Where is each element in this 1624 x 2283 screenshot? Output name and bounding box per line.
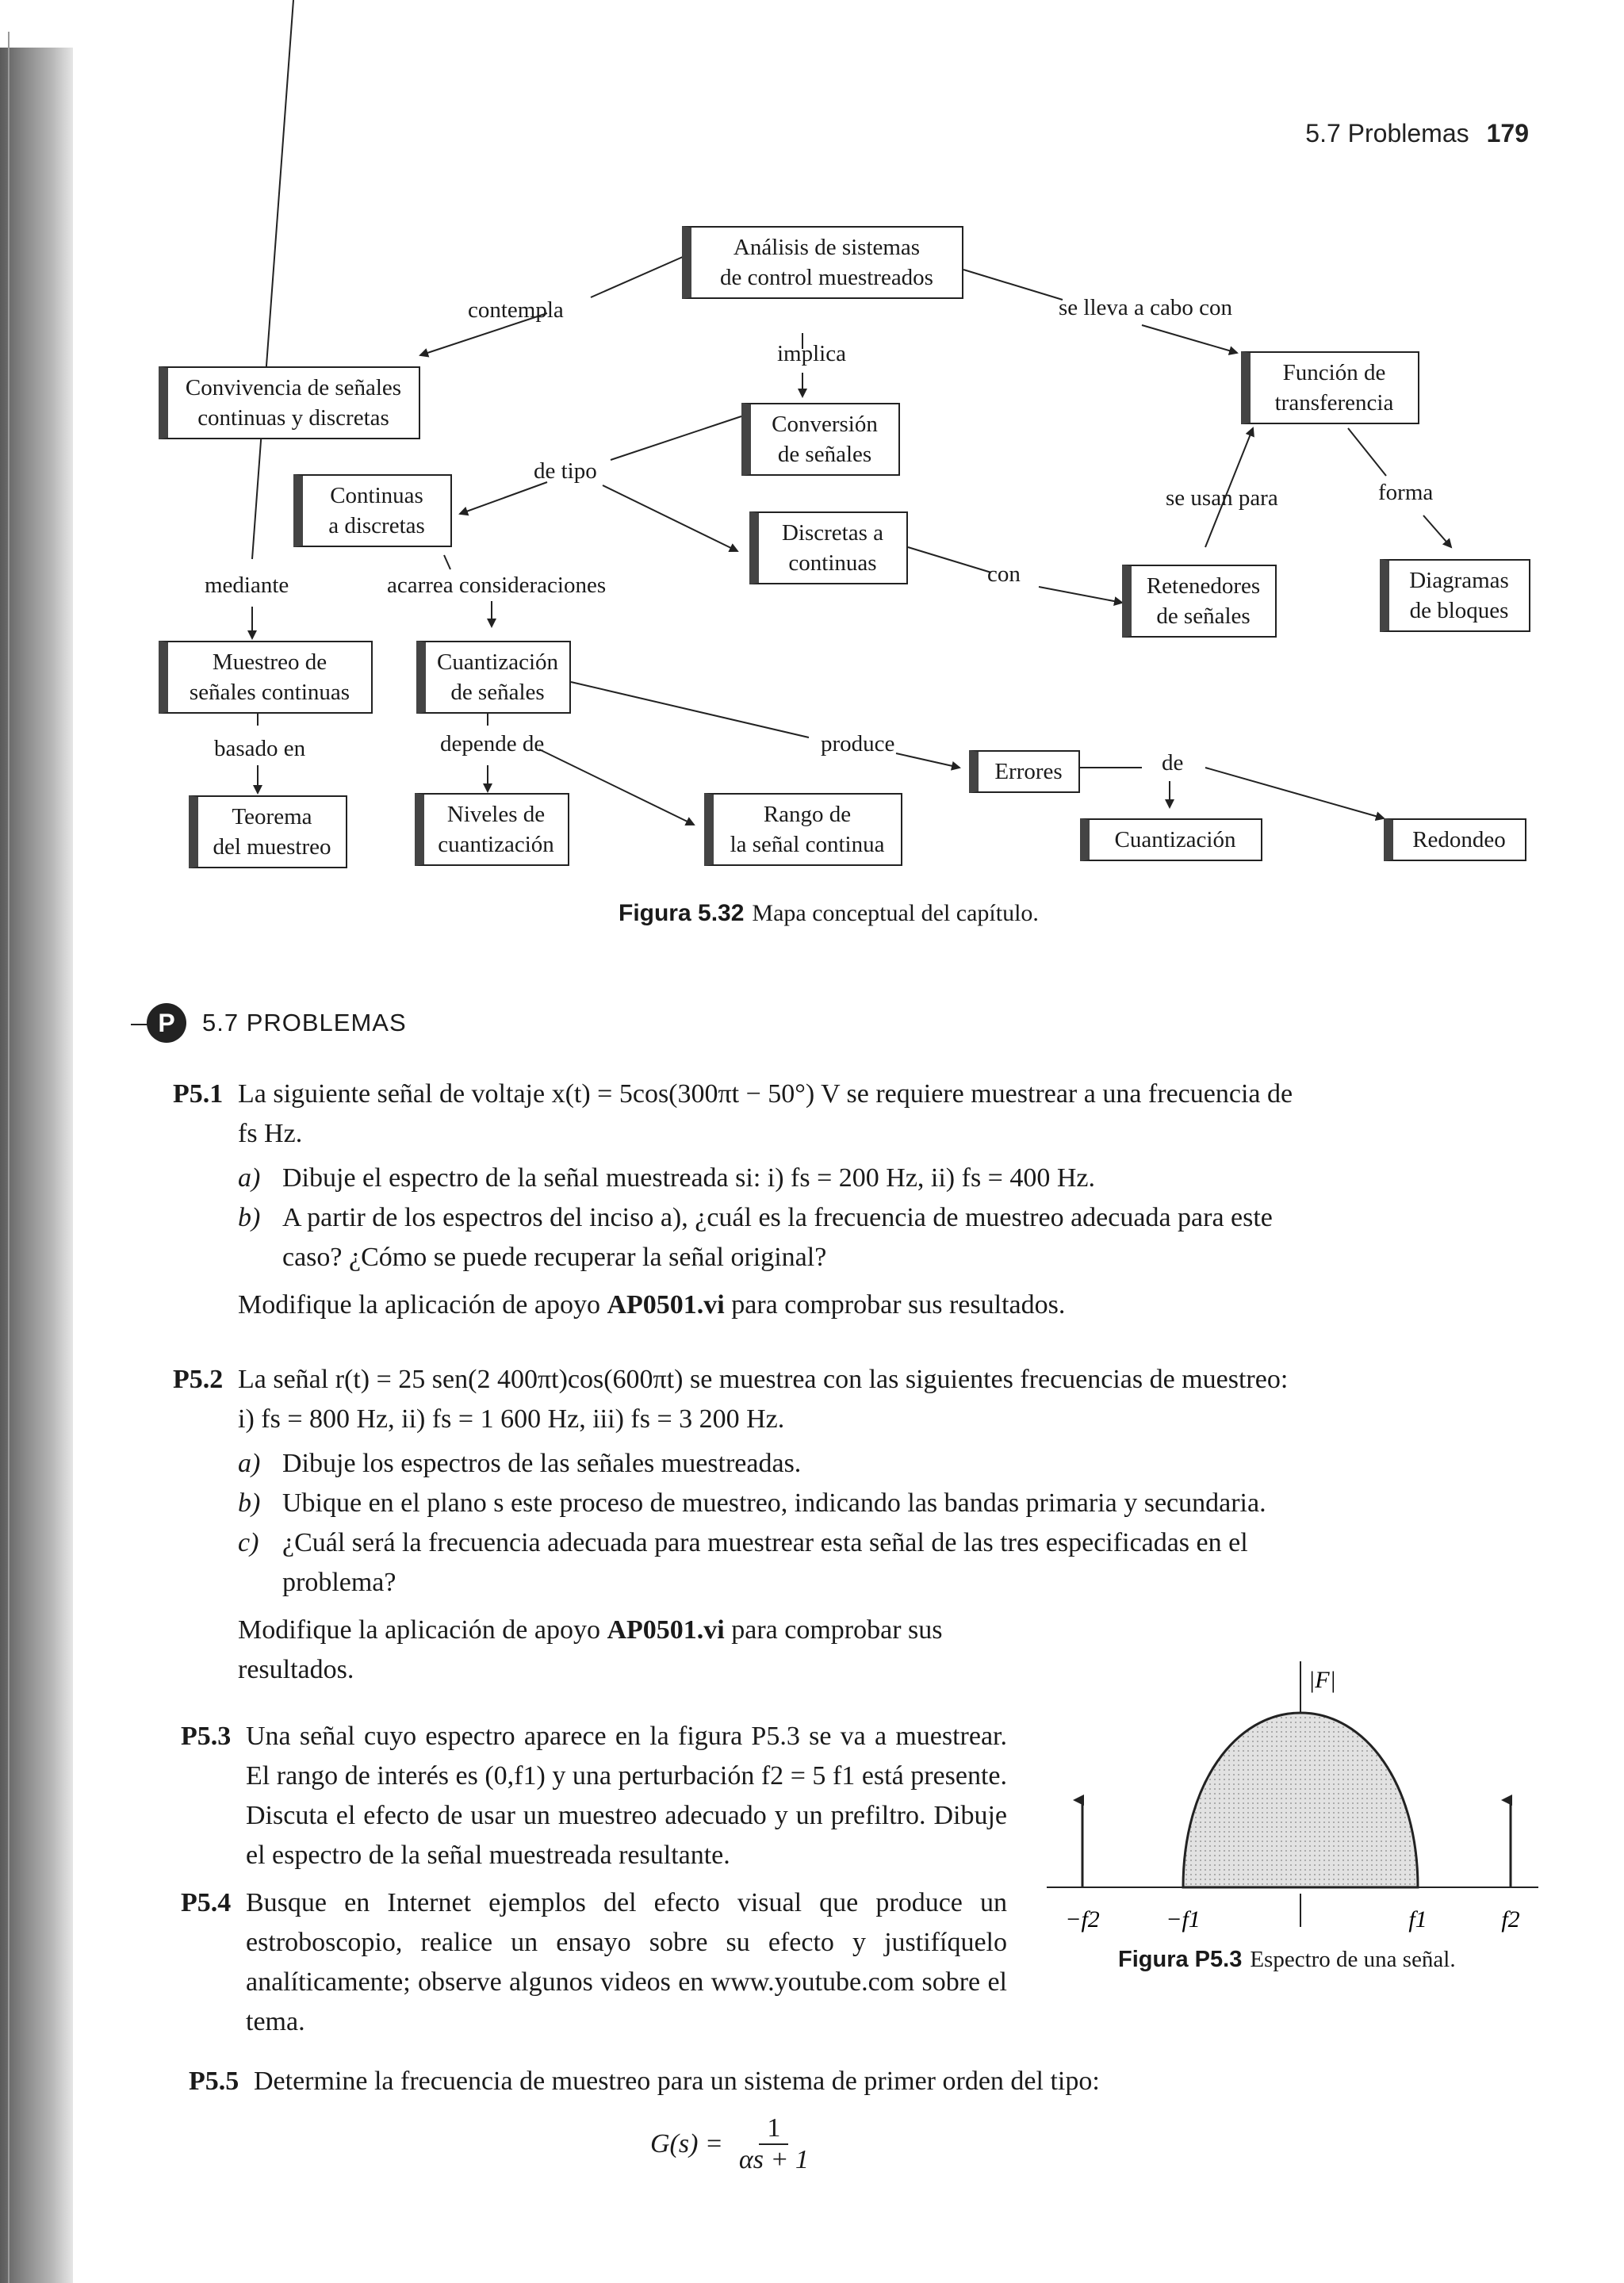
section-heading: [147, 1003, 407, 1043]
problems-logo-icon: P: [147, 1003, 186, 1043]
tick-neg-f1: −f1: [1166, 1906, 1201, 1933]
link-se-usan-para: se usan para: [1166, 485, 1278, 511]
problem-intro: La siguiente señal de voltaje x(t) = 5cos(300πt − 50°) V se requiere muestrear a una frecuencia de fs Hz.: [238, 1079, 1293, 1148]
link-lleva-a-cabo: se lleva a cabo con: [1059, 295, 1233, 320]
problem-5-3: [181, 1717, 1007, 1875]
arrow-to-redondeo: [1205, 768, 1384, 818]
problem-label: P5.2: [173, 1365, 224, 1394]
figure-text: Mapa conceptual del capítulo.: [752, 900, 1039, 926]
problem-label: P5.4: [181, 1888, 232, 1917]
spectrum-band: [1183, 1713, 1418, 1887]
tick-pos-f1: f1: [1408, 1906, 1427, 1933]
problem-text: Busque en Internet ejemplos del efecto visual que produce un estroboscopio, realice un ensayo sobre su efecto y justifíquelo analíticamente; observe algunos videos en www.youtube.com sobre el tema.: [246, 1888, 1007, 2036]
problem-text: Una señal cuyo espectro aparece en la figura P5.3 se va a muestrear. El rango de interés es (0,f1) y una perturbación f2 = 5 f1 está presente. Discuta el efecto de usar un muestreo adecuado y un prefiltro. Dibuje el espectro de la señal muestreada resultante.: [246, 1722, 1007, 1870]
node-analisis: Análisis de sistemas de control muestreados: [682, 226, 963, 299]
header-section: 5.7 Problemas: [1305, 119, 1469, 147]
node-convivencia: Convivencia de señales continuas y discretas: [159, 366, 420, 439]
problem-text: Determine la frecuencia de muestreo para un sistema de primer orden del tipo:: [254, 2067, 1100, 2096]
link-depende-de: depende de: [440, 731, 545, 757]
link-produce: produce: [821, 731, 895, 757]
node-cuantizacion: Cuantización: [1080, 818, 1262, 861]
figure-label: Figura 5.32: [619, 900, 745, 926]
problem-5-2: [173, 1360, 1308, 1690]
item-a: a) Dibuje los espectros de las señales muestreadas.: [238, 1449, 802, 1478]
heading-rule: [131, 1024, 153, 1025]
figure-label: Figura P5.3: [1118, 1947, 1243, 1972]
node-rango: Rango de la señal continua: [704, 793, 902, 866]
magnitude-label: |F|: [1308, 1667, 1336, 1693]
item-b: b) A partir de los espectros del inciso a), ¿cuál es la frecuencia de muestreo adecuada para este caso? ¿Cómo se puede recuperar la señal original?: [238, 1203, 1273, 1272]
link-implica: implica: [777, 341, 846, 366]
link-de-tipo: de tipo: [534, 458, 597, 484]
arrow-to-errores: [896, 753, 959, 768]
figure-text: Espectro de una señal.: [1250, 1947, 1456, 1972]
connector-analisis-lleva: [963, 270, 1063, 300]
link-basado-en: basado en: [214, 736, 306, 761]
formula-lhs: G(s) =: [650, 2129, 723, 2159]
node-niveles: Niveles de cuantización: [415, 793, 569, 866]
node-errores: Errores: [969, 750, 1080, 793]
tick-neg-f2: −f2: [1065, 1906, 1100, 1933]
item-a: a) Dibuje el espectro de la señal muestreada si: i) fs = 200 Hz, ii) fs = 400 Hz.: [238, 1163, 1095, 1193]
problem-label: P5.5: [189, 2067, 239, 2096]
figure-532-caption: [619, 900, 1039, 927]
connector-continuas-acarrea: [444, 555, 450, 569]
node-conversion: Conversión de señales: [741, 403, 900, 476]
connector-funcion-forma: [1348, 428, 1386, 476]
arrow-to-diagramas: [1423, 515, 1451, 547]
formula-numerator: 1: [759, 2113, 788, 2145]
apoyo-note: Modifique la aplicación de apoyo AP0501.vi para comprobar sus resultados.: [238, 1290, 1066, 1320]
node-retenedores: Retenedores de señales: [1122, 565, 1277, 638]
problem-label: P5.3: [181, 1722, 232, 1751]
formula-denominator: αs + 1: [738, 2145, 809, 2174]
link-con: con: [987, 561, 1021, 587]
node-teorema: Teorema del muestreo: [189, 795, 347, 868]
node-redondeo: Redondeo: [1384, 818, 1526, 861]
formula-fraction: [731, 2113, 817, 2175]
link-mediante: mediante: [205, 573, 289, 598]
link-forma: forma: [1378, 480, 1434, 505]
node-muestreo: Muestreo de señales continuas: [159, 641, 373, 714]
item-b: b) Ubique en el plano s este proceso de muestreo, indicando las bandas primaria y secundaria.: [238, 1488, 1266, 1518]
transfer-function-formula: [650, 2113, 817, 2175]
problem-5-5: [189, 2062, 1324, 2101]
connector-discretas-con: [908, 547, 991, 573]
connector-cuantizacion-produce: [571, 682, 809, 737]
problem-5-4: [181, 1883, 1007, 2042]
connector-analisis-contempla: [591, 254, 690, 297]
node-cuantizacion-senales: Cuantización de señales: [416, 641, 571, 714]
connector-conversion-tipo: [611, 416, 741, 460]
arrow-to-retenedores: [1039, 587, 1122, 603]
node-continuas-discretas: Continuas a discretas: [293, 474, 452, 547]
link-de: de: [1162, 750, 1184, 776]
arrow-to-funcion: [1142, 325, 1237, 353]
link-contempla: contempla: [468, 297, 564, 323]
arrow-to-discretas: [603, 485, 737, 551]
arrow-to-continuas: [460, 482, 547, 514]
apoyo-note: Modifique la aplicación de apoyo AP0501.vi para comprobar sus resultados.: [238, 1615, 943, 1684]
page-number: 179: [1486, 119, 1529, 147]
problem-5-1: [173, 1074, 1308, 1325]
link-acarrea: acarrea consideraciones: [387, 573, 607, 598]
node-diagramas: Diagramas de bloques: [1380, 559, 1530, 632]
node-funcion-transferencia: Función de transferencia: [1241, 351, 1419, 424]
problem-intro: La señal r(t) = 25 sen(2 400πt)cos(600πt) se muestrea con las siguientes frecuencias de muestreo: i) fs = 800 Hz, ii) fs = 1 600 Hz, iii) fs = 3 200 Hz.: [238, 1365, 1289, 1434]
tick-pos-f2: f2: [1501, 1906, 1520, 1933]
spectrum-figure: [1047, 1649, 1538, 1982]
node-discretas-continuas: Discretas a continuas: [749, 511, 908, 584]
item-c: c) ¿Cuál será la frecuencia adecuada para muestrear esta señal de las tres especificadas en el problema?: [238, 1528, 1248, 1597]
figure-p53-caption: [1118, 1947, 1456, 1973]
problem-label: P5.1: [173, 1079, 224, 1109]
section-title: 5.7 PROBLEMAS: [202, 1009, 407, 1036]
connector-continuas-mediante: [252, 0, 293, 559]
